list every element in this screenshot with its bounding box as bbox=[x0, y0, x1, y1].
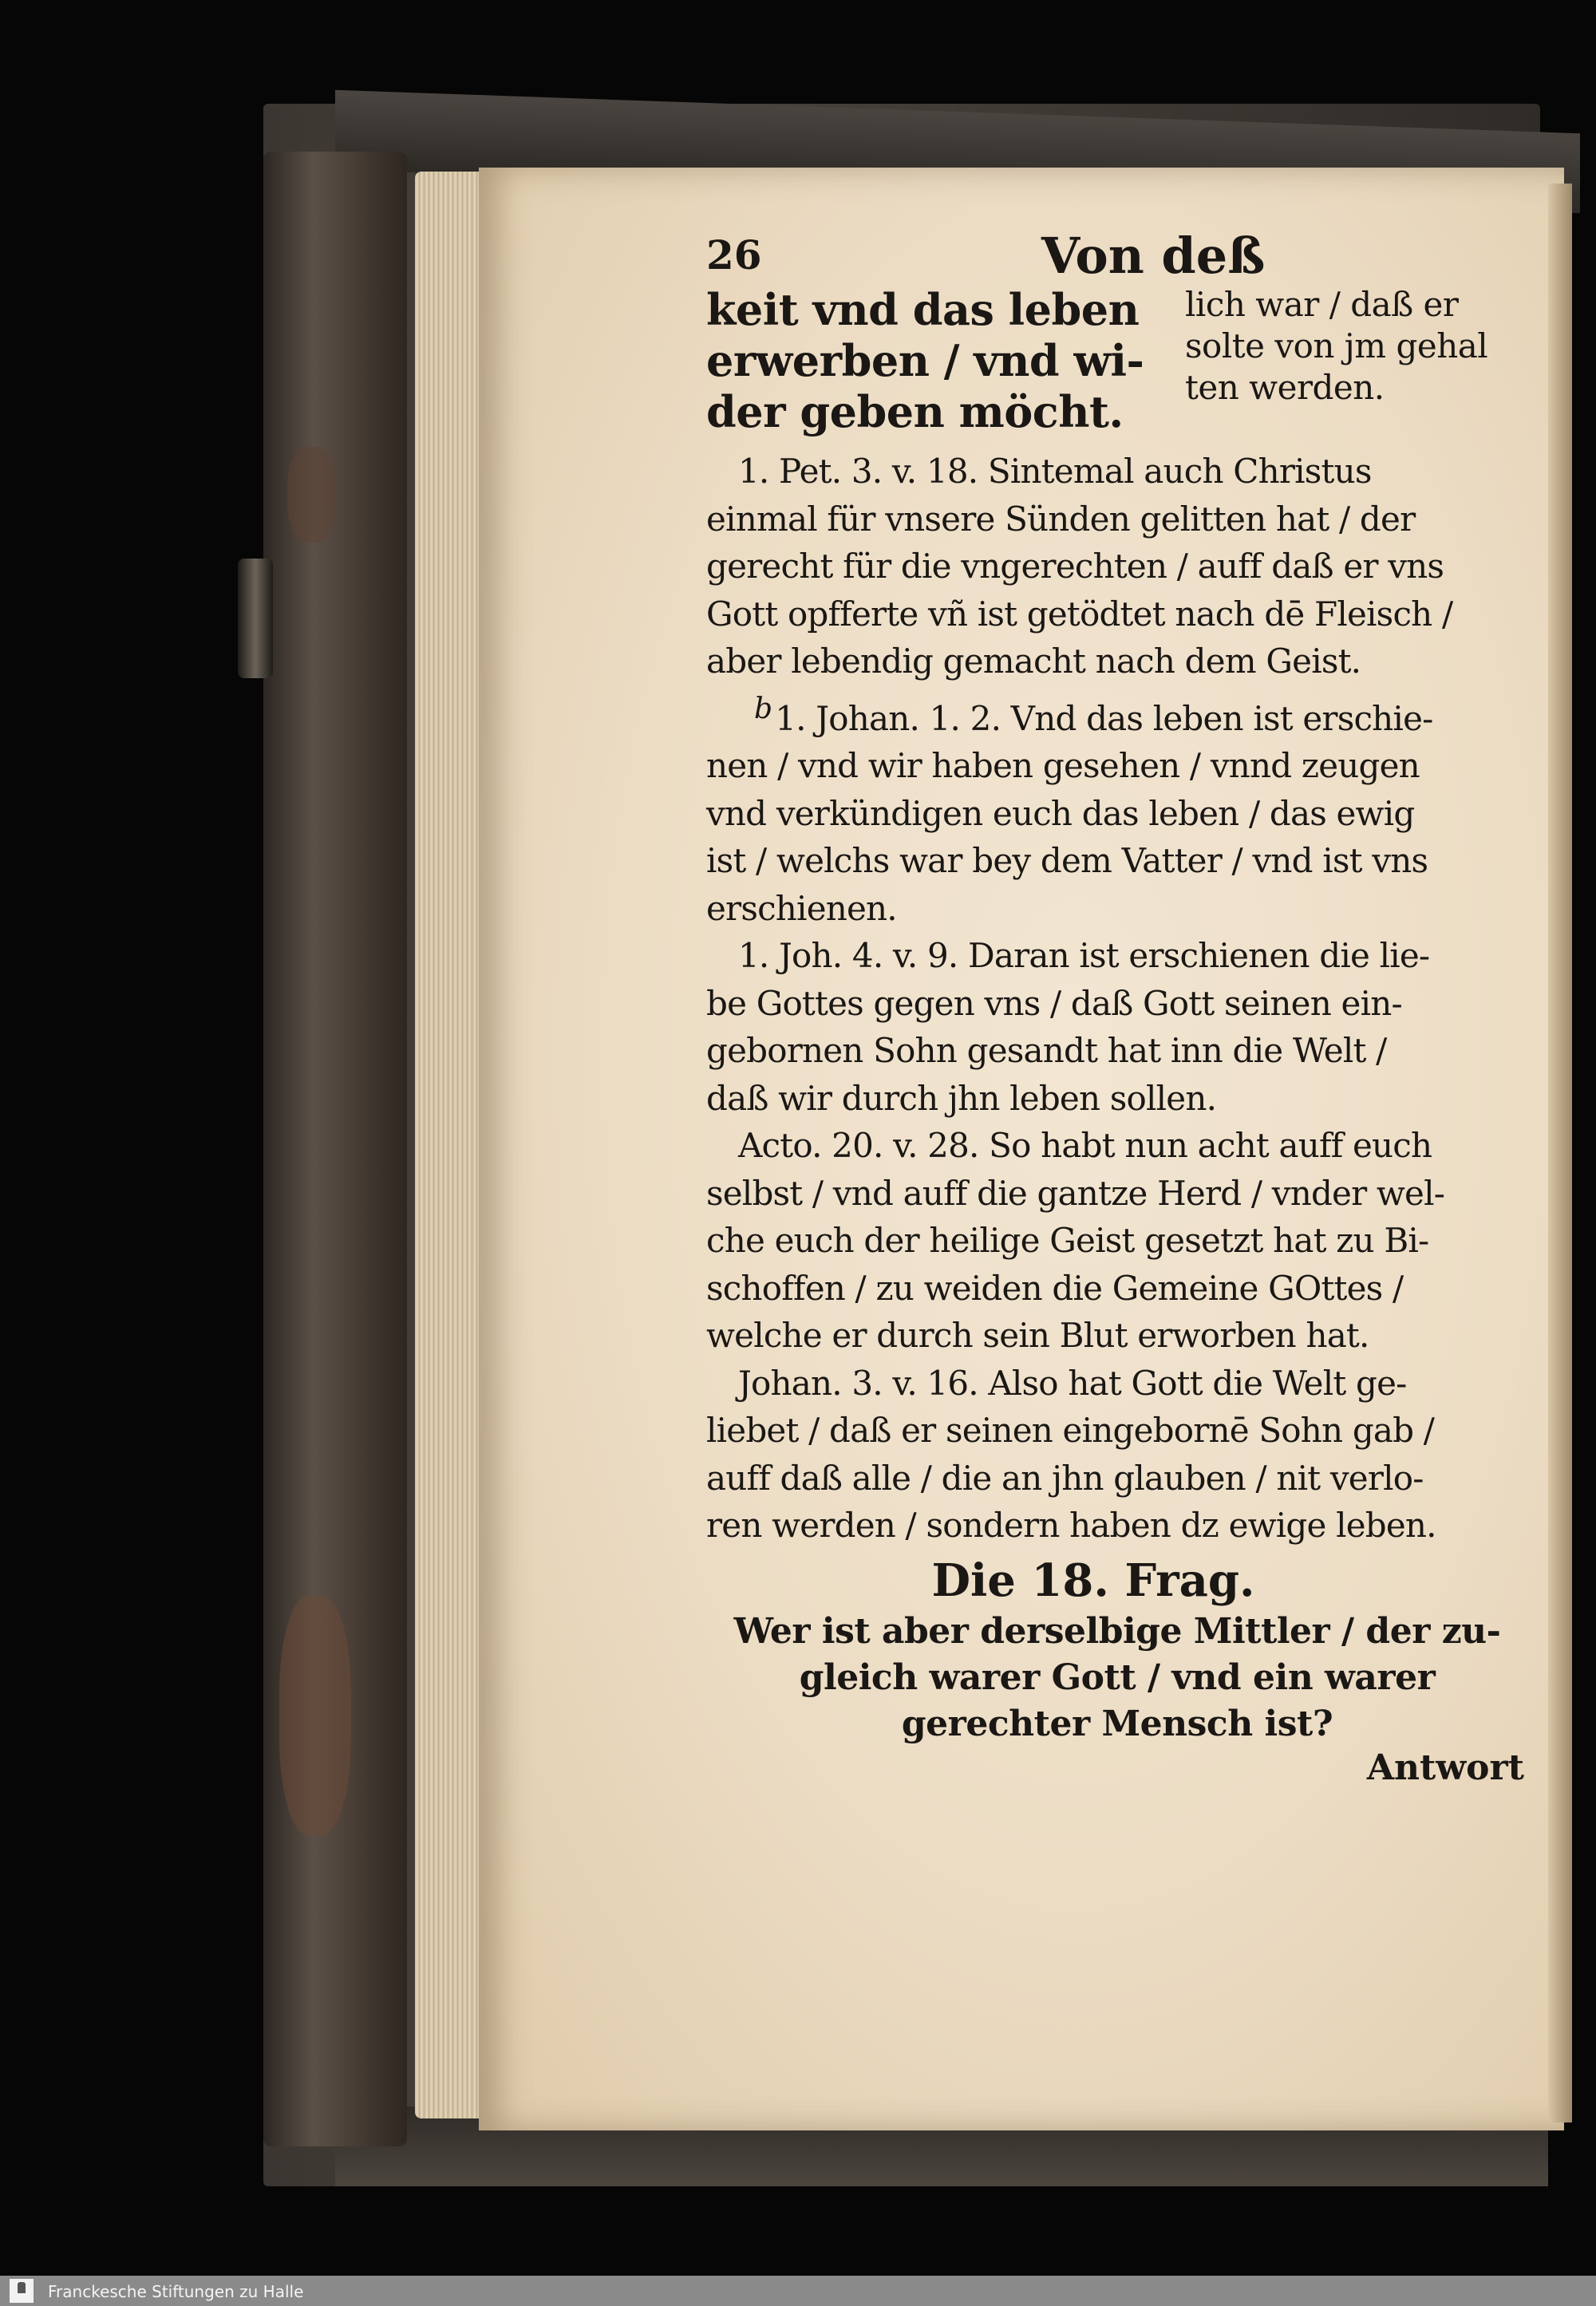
text-line: erschienen. bbox=[706, 888, 897, 928]
question-heading: Die 18. Frag. bbox=[931, 1554, 1255, 1607]
body-text bbox=[706, 448, 1528, 1550]
text-line: liebet / daß er seinen eingebornē Sohn gab / bbox=[706, 1411, 1435, 1450]
footnote-marker: b bbox=[754, 692, 772, 725]
question-line: gerechter Mensch ist? bbox=[901, 1703, 1333, 1744]
question-line: gleich warer Gott / vnd ein warer bbox=[799, 1656, 1436, 1698]
text-line: schoffen / zu weiden die Gemeine GOttes / bbox=[706, 1268, 1404, 1308]
institution-name: Franckesche Stiftungen zu Halle bbox=[48, 2282, 304, 2301]
spine-wear-patch bbox=[287, 447, 335, 543]
question-line: Wer ist aber derselbige Mittler / der zu- bbox=[733, 1610, 1501, 1652]
intro-two-column bbox=[706, 284, 1528, 448]
spine-wear-patch bbox=[279, 1596, 351, 1835]
book-spine bbox=[263, 152, 407, 2146]
text-line: welche er durch sein Blut erworben hat. bbox=[706, 1316, 1369, 1355]
intro-left-line: keit vnd das leben bbox=[706, 284, 1140, 335]
text-line: Johan. 3. v. 16. Also hat Gott die Welt ge- bbox=[738, 1363, 1407, 1403]
text-line: einmal für vnsere Sünden gelitten hat / der bbox=[706, 499, 1416, 539]
intro-left-line: erwerben / vnd wi- bbox=[706, 335, 1144, 386]
intro-right-line: ten werden. bbox=[1185, 368, 1385, 407]
text-line: daß wir durch jhn leben sollen. bbox=[706, 1078, 1217, 1118]
text-line: 1. Pet. 3. v. 18. Sintemal auch Christus bbox=[738, 452, 1372, 491]
intro-left-column bbox=[706, 284, 1153, 437]
page-header bbox=[706, 227, 1528, 287]
text-line: nen / vnd wir haben gesehen / vnnd zeugen bbox=[706, 746, 1420, 785]
text-line: ren werden / sondern haben dz ewige leben. bbox=[706, 1506, 1436, 1545]
text-line: aber lebendig gemacht nach dem Geist. bbox=[706, 642, 1361, 681]
institution-logo-icon bbox=[10, 2279, 34, 2303]
text-line: ist / welchs war bey dem Vatter / vnd ist vns bbox=[706, 841, 1428, 880]
text-line: gerecht für die vngerechten / auff daß er vns bbox=[706, 547, 1444, 586]
page-text-block bbox=[706, 227, 1528, 1788]
page-edges bbox=[415, 172, 487, 2118]
running-head: Von deß bbox=[1041, 227, 1266, 285]
book-clasp bbox=[238, 559, 273, 678]
intro-right-line: lich war / daß er bbox=[1185, 285, 1459, 324]
text-line: 1. Johan. 1. 2. Vnd das leben ist erschie- bbox=[775, 698, 1433, 738]
text-line: che euch der heilige Geist gesetzt hat zu Bi- bbox=[706, 1221, 1429, 1260]
page-number: 26 bbox=[706, 231, 762, 278]
text-line: gebornen Sohn gesandt hat inn die Welt / bbox=[706, 1031, 1387, 1070]
text-line: Gott opfferte vñ ist getödtet nach dē Fleisch / bbox=[706, 594, 1453, 634]
text-line: auff daß alle / die an jhn glauben / nit verlo- bbox=[706, 1458, 1424, 1498]
catchword: Antwort bbox=[1366, 1747, 1524, 1788]
text-line: 1. Joh. 4. v. 9. Daran ist erschienen die lie- bbox=[738, 936, 1430, 975]
page-right-edge bbox=[1548, 184, 1572, 2122]
text-line-marked bbox=[706, 685, 1528, 743]
footer-bar bbox=[0, 2276, 1596, 2306]
intro-right-column bbox=[1185, 284, 1536, 409]
text-line: be Gottes gegen vns / daß Gott seinen ein- bbox=[706, 983, 1402, 1023]
text-line: vnd verkündigen euch das leben / das ewig bbox=[706, 793, 1415, 833]
text-line: Acto. 20. v. 28. So habt nun acht auff euch bbox=[738, 1126, 1432, 1165]
question-text bbox=[706, 1609, 1528, 1747]
intro-right-line: solte von jm gehal bbox=[1185, 326, 1488, 365]
text-line: selbst / vnd auff die gantze Herd / vnder wel- bbox=[706, 1173, 1445, 1213]
intro-left-line: der geben möcht. bbox=[706, 386, 1124, 437]
